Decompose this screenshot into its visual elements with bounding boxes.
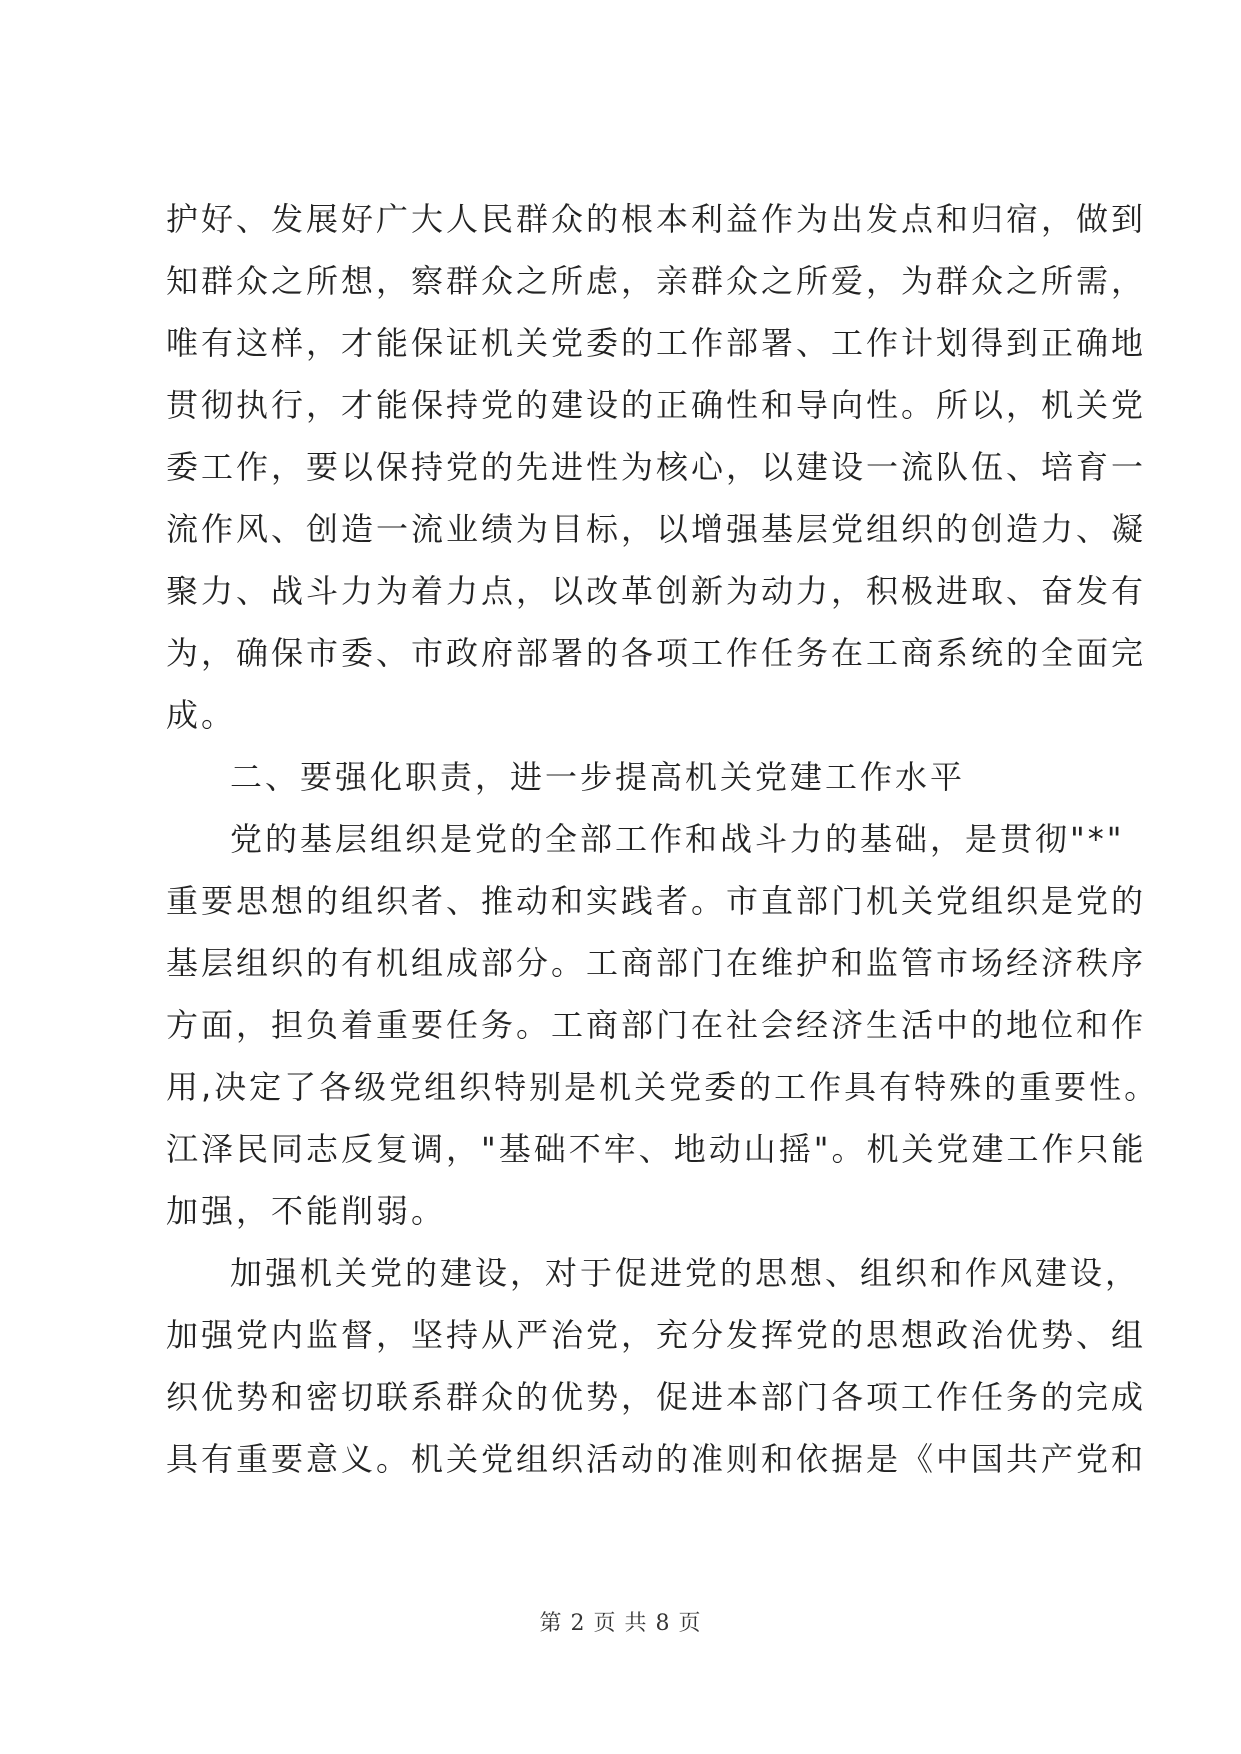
text-line: 委工作，要以保持党的先进性为核心，以建设一流队伍、培育一 [166,448,1147,486]
text-line: 为，确保市委、市政府部署的各项工作任务在工商系统的全面完 [166,634,1147,672]
text-line: 重要思想的组织者、推动和实践者。市直部门机关党组织是党的 [166,882,1147,920]
text-line: 具有重要意义。机关党组织活动的准则和依据是《中国共产党和 [166,1440,1147,1478]
text-line: 流作风、创造一流业绩为目标，以增强基层党组织的创造力、凝 [166,510,1147,548]
text-line: 加强，不能削弱。 [166,1192,447,1230]
text-line: 加强党内监督，坚持从严治党，充分发挥党的思想政治优势、组 [166,1316,1147,1354]
text-line: 成。 [166,696,237,734]
text-line: 知群众之所想，察群众之所虑，亲群众之所爱，为群众之所需， [166,262,1147,300]
text-line: 江泽民同志反复调，"基础不牢、地动山摇"。机关党建工作只能 [166,1130,1147,1168]
text-line: 基层组织的有机组成部分。工商部门在维护和监管市场经济秩序 [166,944,1147,982]
text-line: 唯有这样，才能保证机关党委的工作部署、工作计划得到正确地 [166,324,1147,362]
text-line: 用,决定了各级党组织特别是机关党委的工作具有特殊的重要性。 [166,1068,1160,1106]
text-line: 贯彻执行，才能保持党的建设的正确性和导向性。所以，机关党 [166,386,1147,424]
text-line: 聚力、战斗力为着力点，以改革创新为动力，积极进取、奋发有 [166,572,1147,610]
text-line: 方面，担负着重要任务。工商部门在社会经济生活中的地位和作 [166,1006,1147,1044]
document-body [166,188,1160,1490]
page-number-footer: 第 2 页 共 8 页 [539,1611,702,1636]
text-line: 护好、发展好广大人民群众的根本利益作为出发点和归宿，做到 [166,200,1147,238]
text-line: 加强机关党的建设，对于促进党的思想、组织和作风建设， [230,1254,1141,1292]
text-line: 二、要强化职责，进一步提高机关党建工作水平 [230,758,966,796]
text-line: 党的基层组织是党的全部工作和战斗力的基础，是贯彻"*" [230,820,1125,858]
text-line: 织优势和密切联系群众的优势，促进本部门各项工作任务的完成 [166,1378,1147,1416]
